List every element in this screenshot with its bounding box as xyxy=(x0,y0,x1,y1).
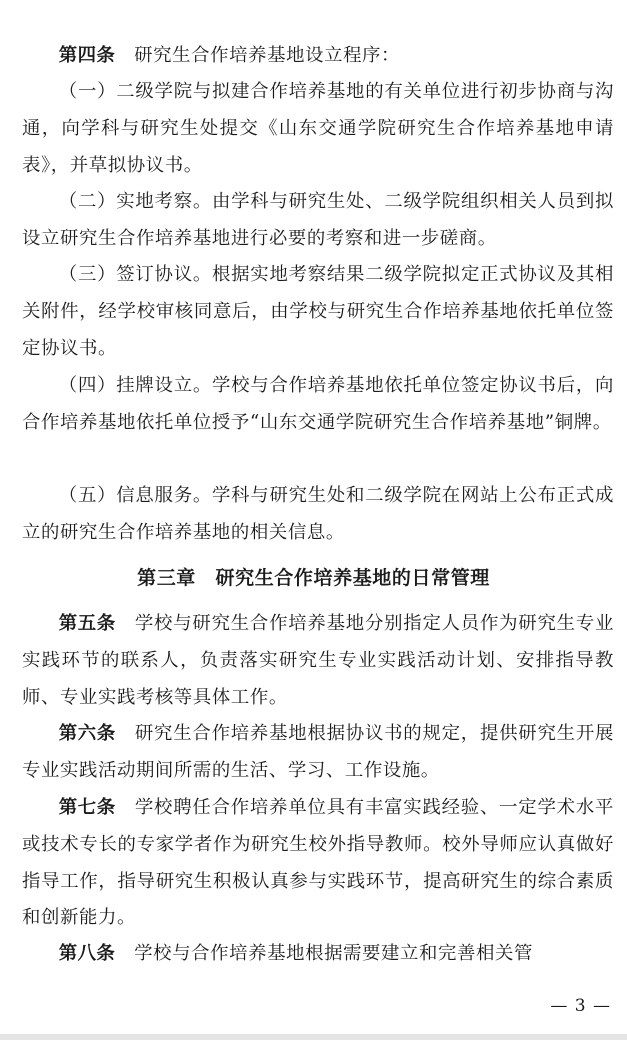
chapter-heading: 第三章 研究生合作培养基地的日常管理 xyxy=(137,567,490,589)
item-5: （五）信息服务。学科与研究生处和二级学院在网站上公布正式成立的研究生合作培养基地的相关信息。 xyxy=(22,485,614,543)
article-5-label: 第五条 xyxy=(58,613,116,634)
article-8-label: 第八条 xyxy=(58,943,116,964)
item-4: （四）挂牌设立。学校与合作培养基地依托单位签定协议书后，向合作培养基地依托单位授予“山东交通学院研究生合作培养基地”铜牌。 xyxy=(22,375,614,433)
article-4-text: 研究生合作培养基地设立程序： xyxy=(134,45,401,66)
article-4-label: 第四条 xyxy=(58,45,116,66)
item-2: （二）实地考察。由学科与研究生处、二级学院组织相关人员到拟设立研究生合作培养基地进行必要的考察和进一步磋商。 xyxy=(22,191,614,249)
article-6-label: 第六条 xyxy=(58,723,116,744)
item-1: （一）二级学院与拟建合作培养基地的有关单位进行初步协商与沟通，向学科与研究生处提交《山东交通学院研究生合作培养基地申请表》，并草拟协议书。 xyxy=(22,81,614,176)
page-number: — 3 — xyxy=(550,996,611,1016)
article-4 xyxy=(22,38,614,75)
article-7-label: 第七条 xyxy=(58,797,116,818)
article-6-text: 研究生合作培养基地根据协议书的规定，提供研究生开展专业实践活动期间所需的生活、学习、工作设施。 xyxy=(22,723,614,781)
article-6 xyxy=(22,716,614,790)
article-7 xyxy=(22,790,614,937)
article-5-text: 学校与研究生合作培养基地分别指定人员作为研究生专业实践环节的联系人，负责落实研究生专业实践活动计划、安排指导教师、专业实践考核等具体工作。 xyxy=(22,613,614,708)
article-7-text: 学校聘任合作培养单位具有丰富实践经验、一定学术水平或技术专长的专家学者作为研究生校外指导教师。校外导师应认真做好指导工作，指导研究生积极认真参与实践环节，提高研究生的综合素质和创新能力。 xyxy=(22,797,614,929)
article-8 xyxy=(22,936,614,973)
article-8-text: 学校与合作培养基地根据需要建立和完善相关管 xyxy=(134,943,533,964)
page-bottom-edge xyxy=(0,1034,627,1040)
item-3: （三）签订协议。根据实地考察结果二级学院拟定正式协议及其相关附件，经学校审核同意后，由学校与研究生合作培养基地依托单位签定协议书。 xyxy=(22,264,614,359)
article-5 xyxy=(22,606,614,716)
